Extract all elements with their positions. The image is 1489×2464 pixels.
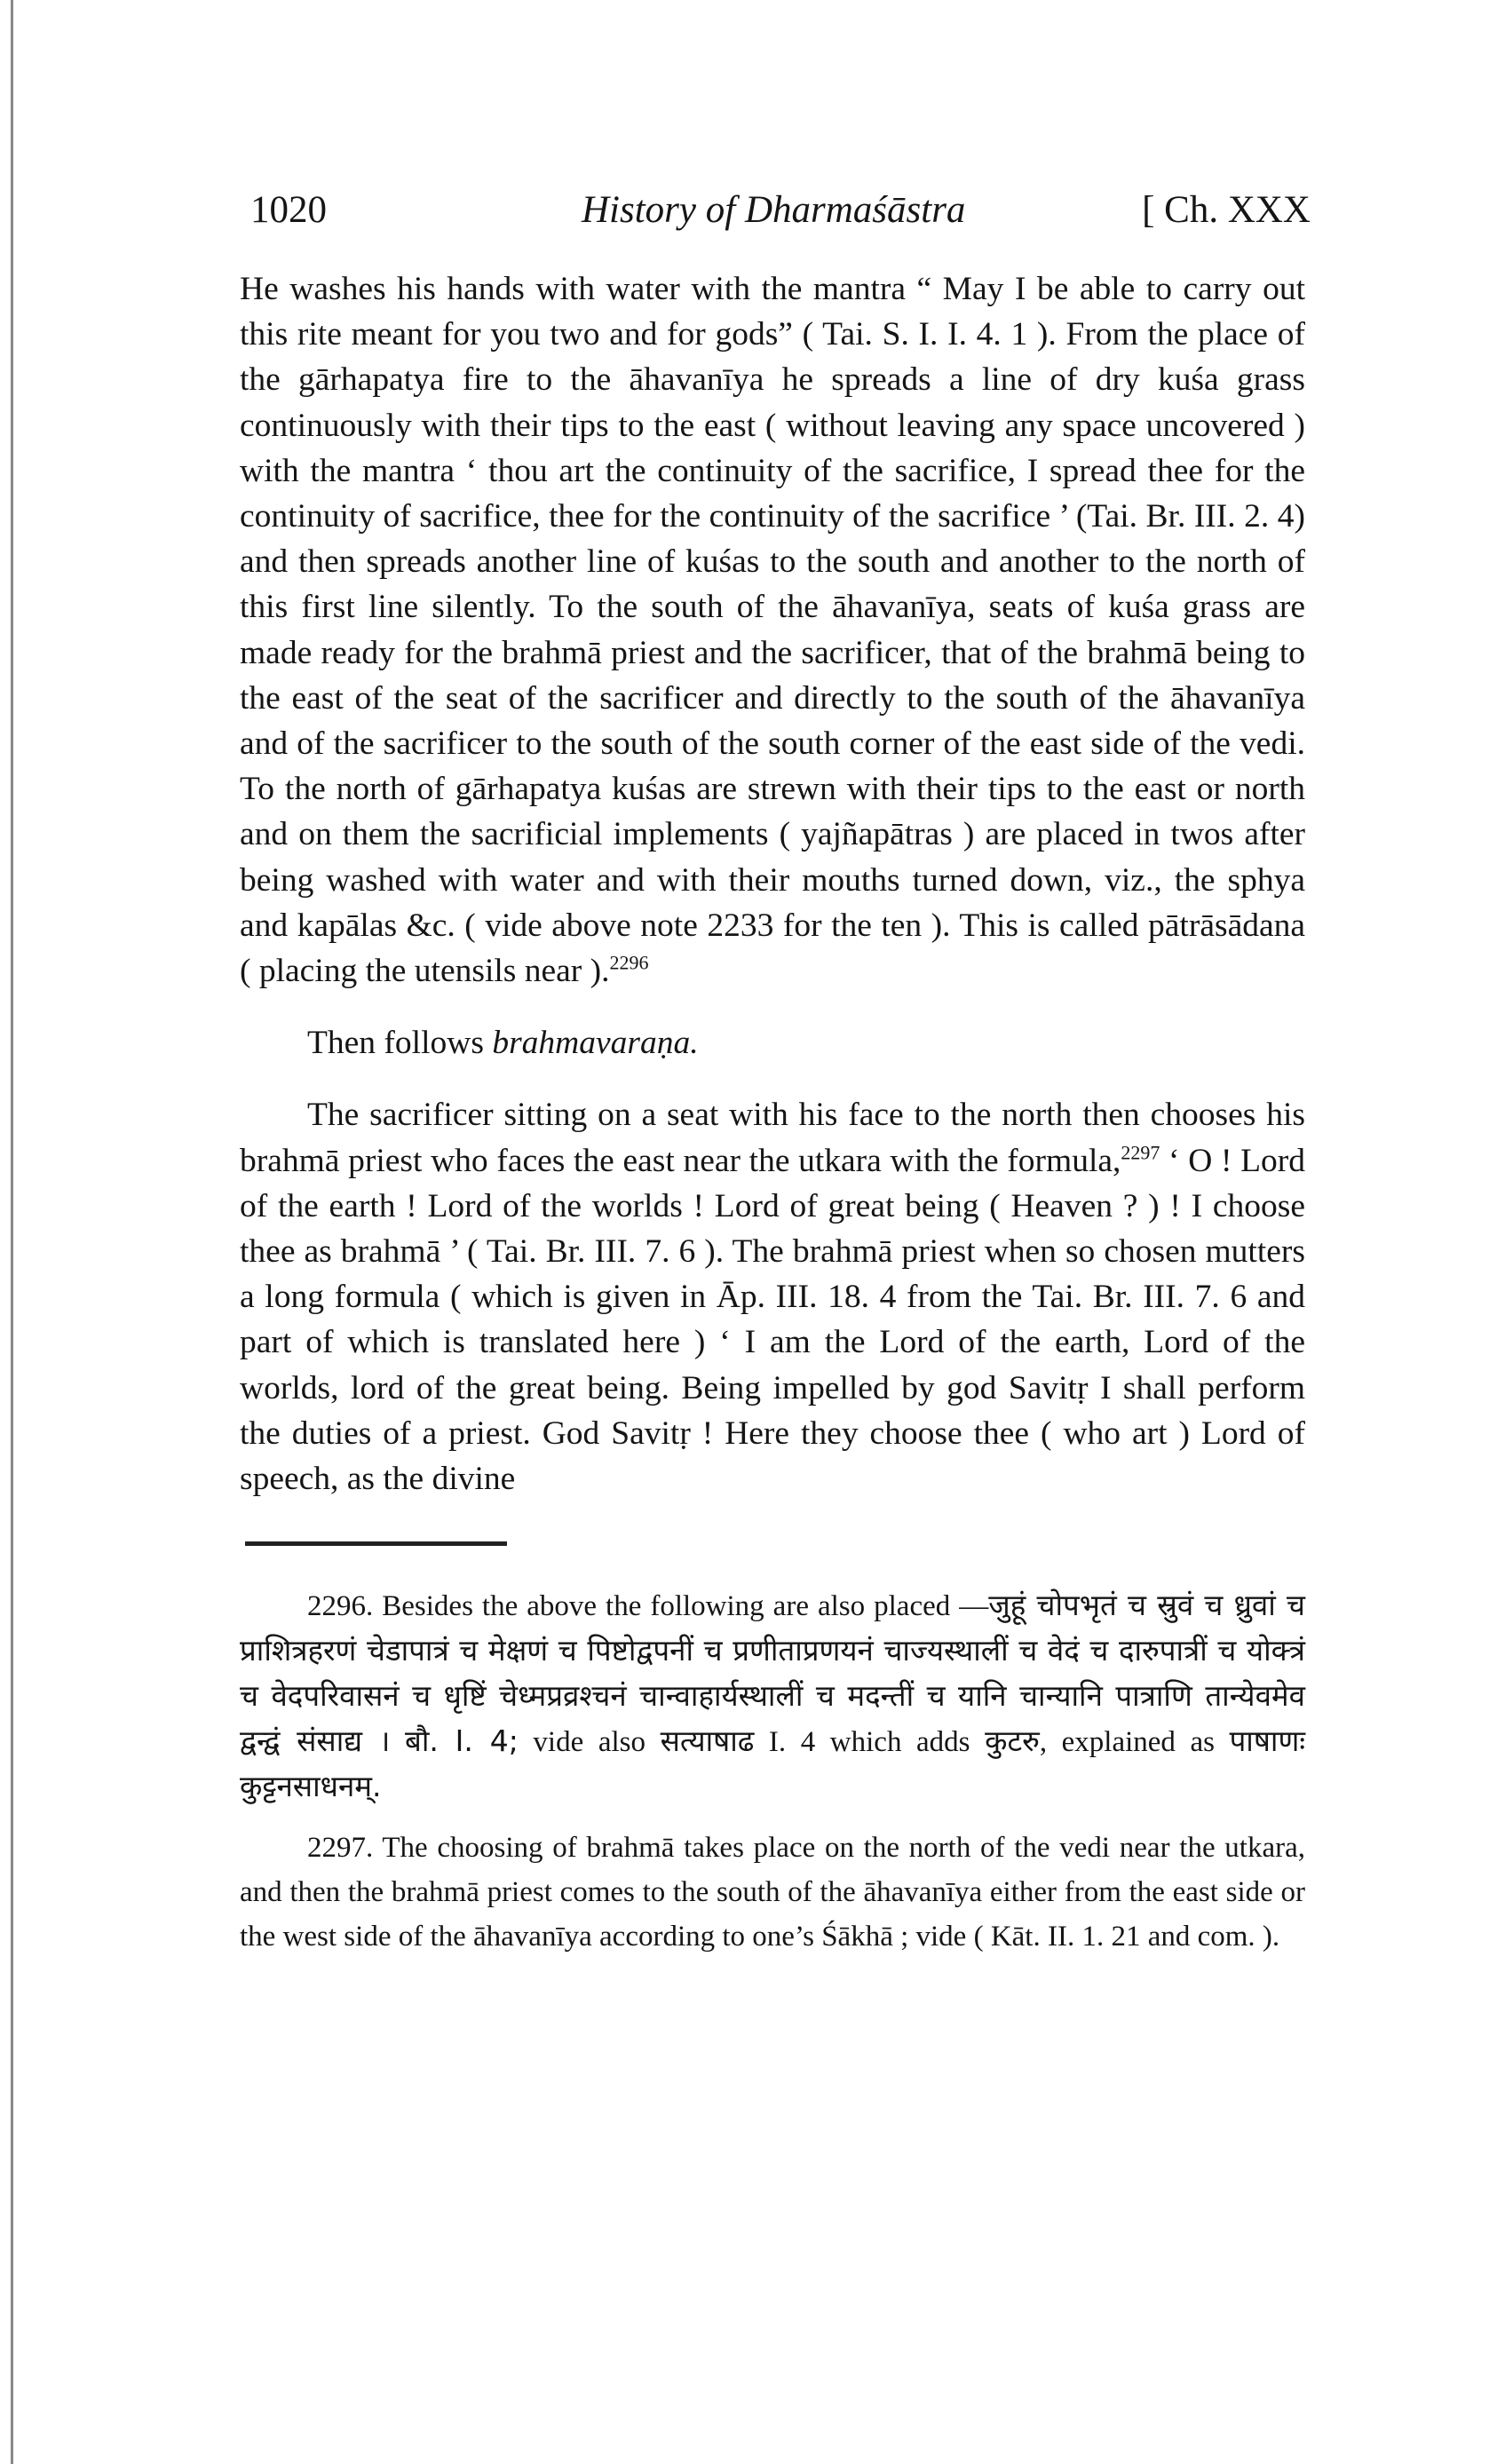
footnote-number: 2297.	[307, 1832, 374, 1865]
footnote-ref-2297[interactable]: 2297	[1121, 1141, 1160, 1164]
sanskrit-gloss: पाषाणः कुट्टनसाधनम्.	[240, 1723, 1305, 1804]
scan-edge-line	[11, 0, 13, 2464]
footnote-2297	[240, 1826, 1305, 1959]
vide-text: I. 4 which adds	[754, 1726, 986, 1759]
paragraph-brahmavarana	[240, 1020, 1305, 1066]
main-text	[240, 266, 1305, 1501]
paragraph-lead: Then follows	[307, 1025, 493, 1062]
footnote-rule	[245, 1541, 507, 1546]
vide-text: , explained as	[1039, 1726, 1230, 1759]
footnote-2296	[240, 1583, 1305, 1810]
paragraph-choosing-priest	[240, 1092, 1305, 1501]
paragraph-text-b: ‘ O ! Lord of the earth ! Lord of the worlds ! Lord of great being ( Heaven ? ) ! I choose thee as brahmā ’ ( Tai. Br. III. 7. 6 ). The brahmā priest when so chosen mutters a long formula ( which is given in Āp. III. 18. 4 from the Tai. Br. III. 7. 6 and part of which is translated here ) ‘ I am the Lord of the earth, Lord of the worlds, lord of the great being. Being impelled by god Savitṛ I shall perform the duties of a priest. God Savitṛ ! Here they choose thee ( who art ) Lord of speech, as the divine	[240, 1142, 1306, 1498]
sanskrit-source: सत्याषाढ	[660, 1723, 755, 1759]
page-number: 1020	[250, 189, 327, 231]
paragraph-garhapatya	[240, 266, 1305, 994]
sanskrit-quote: जुहूं चोपभृतं च स्रुवं च ध्रुवां च प्राशित्रहरणं चेडापात्रं च मेक्षणं च पिष्टोद्वपनीं च प्रणीताप्रणयनं चाज्यस्थालीं च वेदं च दारुपात्रीं च योक्त्रं च वेदपरिवासनं च धृष्टिं चेध्मप्रव्रश्चनं चान्वाहार्यस्थालीं च मदन्तीं च यानि चान्यानि पात्राणि तान्येवमेव द्वन्द्वं संसाद्य ।	[240, 1588, 1306, 1759]
chapter-label: [ Ch. XXX	[1142, 189, 1311, 231]
term-brahmavarana: brahmavaraṇa.	[492, 1025, 699, 1062]
vide-text: vide also	[533, 1726, 661, 1759]
sanskrit-word: कुटरु	[985, 1723, 1040, 1759]
paragraph-text-a: The sacrificer sitting on a seat with his face to the north then chooses his brahmā priest who faces the east near the utkara with the formula,	[240, 1097, 1305, 1179]
footnote-lead: Besides the above the following are also placed —	[382, 1590, 989, 1623]
book-title: History of Dharmaśāstra	[582, 189, 966, 231]
sanskrit-reference: बौ. I. 4;	[404, 1723, 519, 1759]
paragraph-text: He washes his hands with water with the mantra “ May I be able to carry out this rite meant for you two and for gods” ( Tai. S. I. I. 4. 1 ). From the place of the gārhapatya fire to the āhavanīya he spreads a line of dry kuśa grass continuously with their tips to the east ( without leaving any space uncovered ) with the mantra ‘ thou art the continuity of the sacrifice, I spread thee for the continuity of sacrifice, thee for the continuity of the sacrifice ’ (Tai. Br. III. 2. 4) and then spreads another line of kuśas to the south and another to the north of this first line silently. To the south of the āhavanīya, seats of kuśa grass are made ready for the brahmā priest and the sacrificer, that of the brahmā being to the east of the seat of the sacrificer and directly to the south of the āhavanīya and of the sacrificer to the south of the south corner of the east side of the vedi. To the north of gārhapatya kuśas are strewn with their tips to the east or north and on them the sacrificial implements ( yajñapātras ) are placed in twos after being washed with water and with their mouths turned down, viz., the sphya and kapālas &c. ( vide above note 2233 for the ten ). This is called pātrāsādana ( placing the utensils near ).	[240, 271, 1305, 990]
page	[240, 169, 1311, 1959]
footnote-number: 2296.	[307, 1590, 374, 1623]
running-head	[240, 169, 1311, 231]
footnotes	[240, 1583, 1305, 1959]
footnote-ref-2296[interactable]: 2296	[609, 951, 649, 974]
footnote-text: The choosing of brahmā takes place on the north of the vedi near the utkara, and then the brahmā priest comes to the south of the āhavanīya either from the east side or the west side of the āhavanīya according to one’s Śākhā ; vide ( Kāt. II. 1. 21 and com. ).	[240, 1832, 1306, 1953]
